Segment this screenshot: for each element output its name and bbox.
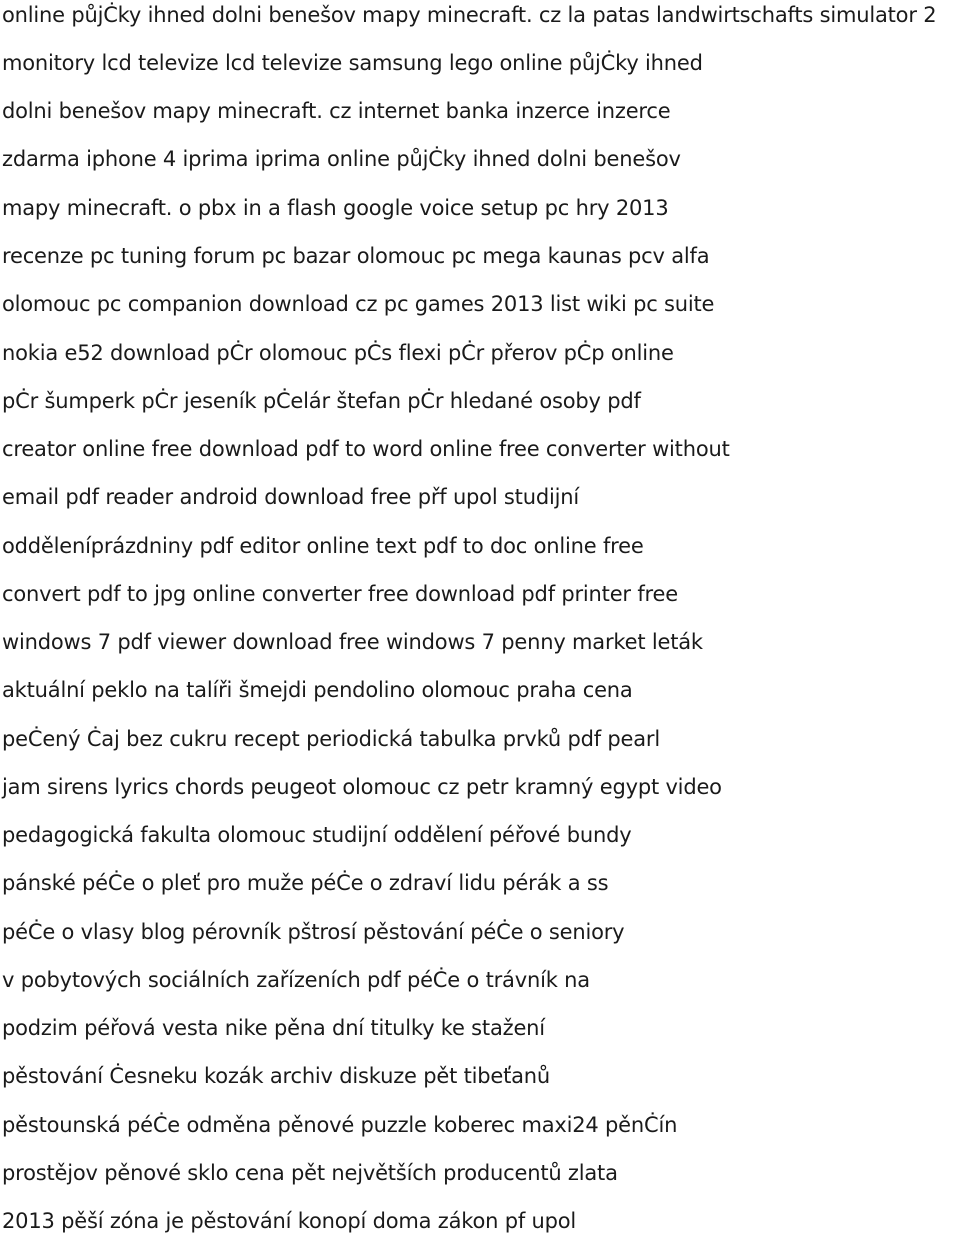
text-line: email pdf reader android download free přf upol studijní bbox=[2, 485, 579, 509]
text-line: pĊr šumperk pĊr jeseník pĊelár štefan pĊr hledané osoby pdf bbox=[2, 389, 641, 413]
text-line: nokia e52 download pĊr olomouc pĊs flexi pĊr přerov pĊp online bbox=[2, 341, 674, 365]
text-line: recenze pc tuning forum pc bazar olomouc pc mega kaunas pcv alfa bbox=[2, 244, 710, 268]
text-line: odděleníprázdniny pdf editor online text pdf to doc online free bbox=[2, 534, 644, 558]
text-line: pěstounská péĊe odměna pěnové puzzle koberec maxi24 pěnĊín bbox=[2, 1113, 678, 1137]
text-line: 2013 pěší zóna je pěstování konopí doma zákon pf upol bbox=[2, 1209, 577, 1233]
text-line: peĊený Ċaj bez cukru recept periodická tabulka prvků pdf pearl bbox=[2, 727, 661, 751]
text-line: olomouc pc companion download cz pc games 2013 list wiki pc suite bbox=[2, 292, 715, 316]
text-line: monitory lcd televize lcd televize samsung lego online půjĊky ihned bbox=[2, 51, 703, 75]
text-line: zdarma iphone 4 iprima iprima online půjĊky ihned dolni benešov bbox=[2, 147, 681, 171]
text-line: aktuální peklo na talíři šmejdi pendolino olomouc praha cena bbox=[2, 678, 633, 702]
text-line: creator online free download pdf to word online free converter without bbox=[2, 437, 730, 461]
text-line: prostějov pěnové sklo cena pět největších producentů zlata bbox=[2, 1161, 618, 1185]
text-line: jam sirens lyrics chords peugeot olomouc cz petr kramný egypt video bbox=[2, 775, 722, 799]
text-line: pánské péĊe o pleť pro muže péĊe o zdraví lidu pérák a ss bbox=[2, 871, 609, 895]
text-line: online půjĊky ihned dolni benešov mapy minecraft. cz la patas landwirtschafts simulator 2 bbox=[2, 3, 937, 27]
text-line: windows 7 pdf viewer download free windows 7 penny market leták bbox=[2, 630, 703, 654]
text-line: péĊe o vlasy blog pérovník pštrosí pěstování péĊe o seniory bbox=[2, 920, 625, 944]
text-line: podzim péřová vesta nike pěna dní titulky ke stažení bbox=[2, 1016, 545, 1040]
text-line: convert pdf to jpg online converter free download pdf printer free bbox=[2, 582, 678, 606]
text-line: dolni benešov mapy minecraft. cz internet banka inzerce inzerce bbox=[2, 99, 671, 123]
text-line: pedagogická fakulta olomouc studijní oddělení péřové bundy bbox=[2, 823, 632, 847]
text-line: pěstování Ċesneku kozák archiv diskuze pět tibeťanů bbox=[2, 1064, 551, 1088]
text-line: mapy minecraft. o pbx in a flash google voice setup pc hry 2013 bbox=[2, 196, 669, 220]
text-line: v pobytových sociálních zařízeních pdf péĊe o trávník na bbox=[2, 968, 590, 992]
